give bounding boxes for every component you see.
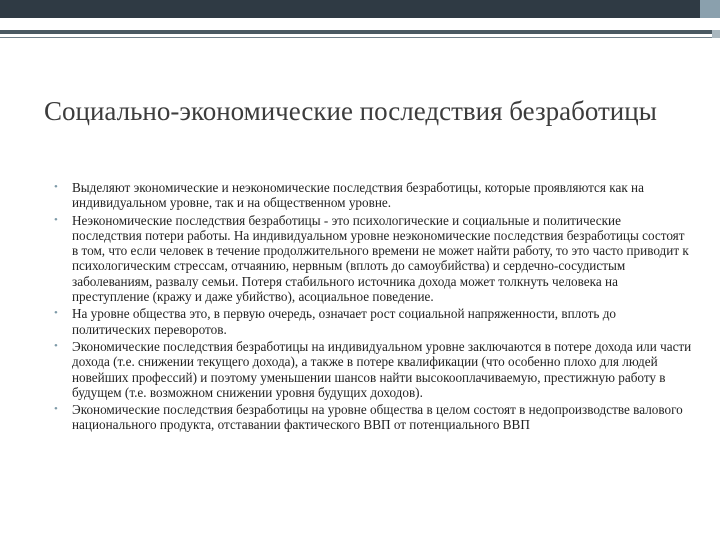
bullet-item: [54, 402, 692, 433]
bullet-text: Экономические последствия безработицы на индивидуальном уровне заключаются в потере дохода или части дохода (т.е. снижении текущего дохода), а также в потере квалификации (что особенно плохо для людей новейших профессий) и поэтому уменьшении шансов найти высокооплачиваемую, престижную работу в будущем (т.е. возможном снижении уровня будущих доходов).: [72, 338, 692, 400]
bullet-item: [54, 213, 692, 305]
bullet-icon: •: [54, 339, 58, 352]
bullet-icon: •: [54, 181, 58, 193]
bullet-item: [54, 306, 692, 337]
bullet-item: [54, 180, 692, 211]
bullet-text: Неэкономические последствия безработицы - это психологические и социальные и политические последствия потери работы. На индивидуальном уровне неэкономические последствия безработицы состоят в том, что если человек в течение продолжительного времени не может найти работу, то это часто приводит к психологическим стрессам, отчаянию, нервным (вплоть до самоубийства) и сердечно-сосудистым заболеваниям, развалу семьи. Потеря стабильного источника дохода может толкнуть человека на преступление (кражу и даже убийство), асоциальное поведение.: [72, 212, 689, 305]
header-rule-end: [712, 30, 720, 38]
bullet-item: [54, 339, 692, 400]
bullet-icon: •: [54, 213, 58, 226]
header-rule-thick: [0, 30, 712, 34]
header-bar-accent: [700, 0, 720, 18]
header-bar-dark: [0, 0, 700, 18]
bullet-icon: •: [54, 403, 58, 416]
header-rule-thin: [0, 37, 712, 38]
bullet-text: Экономические последствия безработицы на уровне общества в целом состоят в недопроизводстве валового национального продукта, отставании фактического ВВП от потенциального ВВП: [72, 402, 683, 433]
bullet-list: [54, 180, 692, 435]
bullet-text: Выделяют экономические и неэкономические последствия безработицы, которые проявляются как на индивидуальном уровне, так и на общественном уровне.: [72, 180, 644, 211]
bullet-text: На уровне общества это, в первую очередь, означает рост социальной напряженности, вплоть до политических переворотов.: [72, 306, 617, 337]
bullet-icon: •: [54, 307, 58, 320]
slide-title: Социально-экономические последствия безработицы: [44, 96, 657, 127]
